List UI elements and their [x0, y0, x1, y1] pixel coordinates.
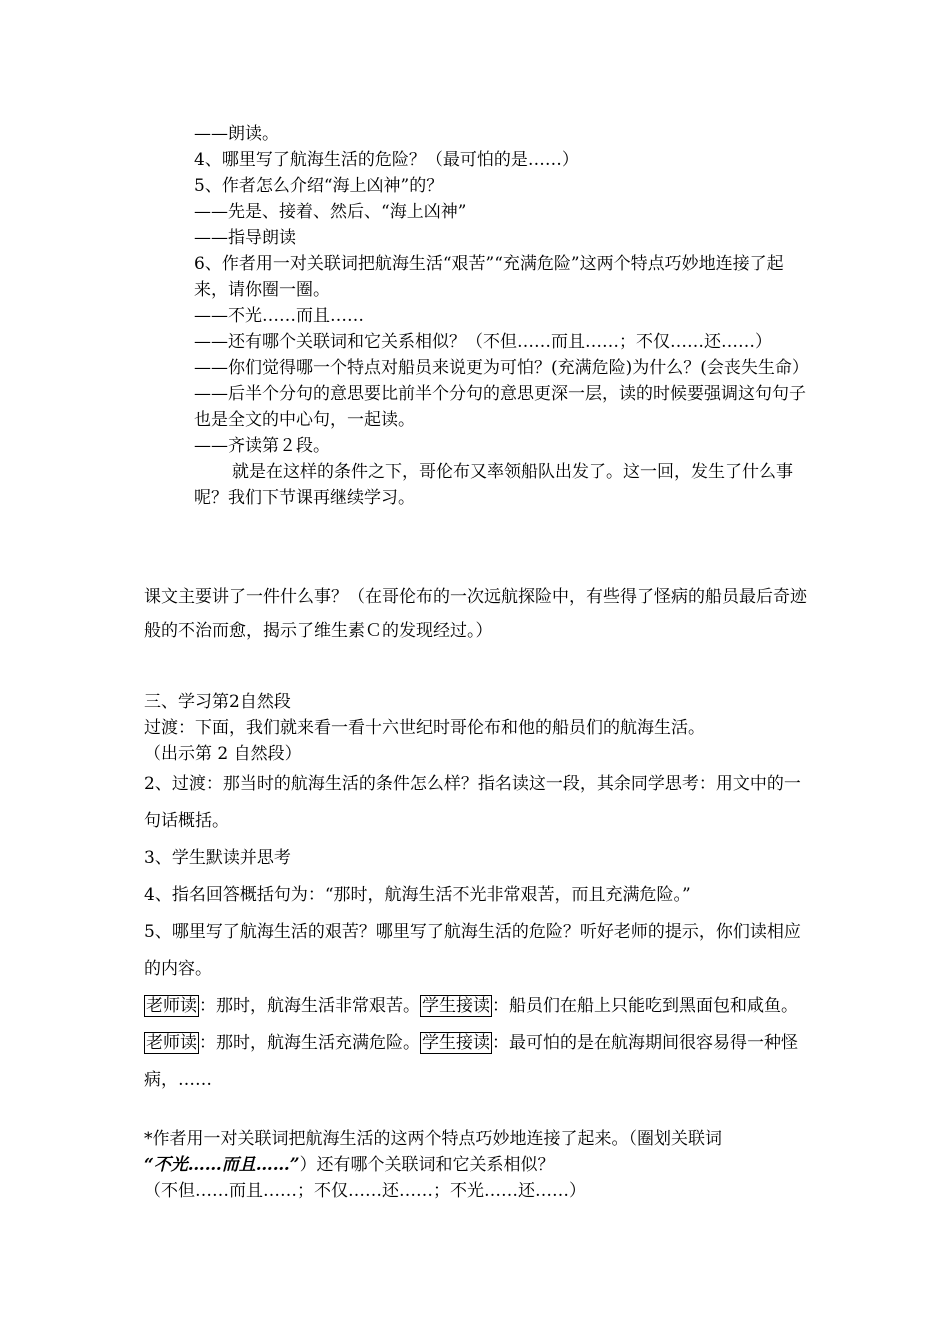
transition-text: 过渡：下面，我们就来看一看十六世纪时哥伦布和他的船员们的航海生活。	[144, 718, 705, 738]
teacher-reads-label: 老师读	[146, 996, 197, 1016]
note-line: 4、哪里写了航海生活的危险？（最可怕的是……）	[194, 150, 579, 170]
note-line: 6、作者用一对关联词把航海生活“艰苦”“充满危险”这两个特点巧妙地连接了起来，请你圈一圈。	[194, 254, 784, 300]
closing-paragraph: 就是在这样的条件之下，哥伦布又率领船队出发了。这一回，发生了什么事呢？我们下节课再继续学习。	[194, 462, 793, 508]
note-line: ——你们觉得哪一个特点对船员来说更为可怕？(充满危险)为什么？(会丧失生命）	[194, 358, 809, 378]
conjunction-section	[144, 1126, 808, 1204]
step-3: 3、学生默读并思考	[144, 848, 291, 868]
summary-section	[144, 580, 808, 648]
summary-paragraph: 课文主要讲了一件什么事？（在哥伦布的一次远航探险中，有些得了怪病的船员最后奇迹般的不治而愈，揭示了维生素Ｃ的发现经过。）	[144, 587, 807, 641]
conjunction-question: ）还有哪个关联词和它关系相似？	[299, 1155, 555, 1175]
note-line: ——齐读第２段。	[194, 436, 330, 456]
conjunction-line-1: *作者用一对关联词把航海生活的这两个特点巧妙地连接了起来。（圈划关联词	[144, 1129, 722, 1149]
show-paragraph-note: （出示第 2 自然段）	[144, 744, 302, 764]
conjunction-line-2	[144, 1152, 808, 1178]
note-line: ——后半个分句的意思要比前半个分句的意思更深一层，读的时候要强调这句句子也是全文的中心句，一起读。	[194, 384, 806, 430]
student-reads-label: 学生接读	[422, 1033, 490, 1053]
note-line: ——指导朗读	[194, 228, 296, 248]
note-line: 5、作者怎么介绍“海上凶神”的？	[194, 176, 444, 196]
note-line: ——朗读。	[194, 124, 279, 144]
reading-row-2	[144, 1025, 808, 1099]
section-heading: 三、学习第2自然段	[144, 692, 291, 712]
student-reads-label: 学生接读	[422, 996, 490, 1016]
teacher-reads-label: 老师读	[146, 1033, 197, 1053]
conjunction-line-3: （不但……而且……；不仅……还……；不光……还……）	[144, 1181, 586, 1201]
note-line: ——还有哪个关联词和它关系相似？（不但……而且……；不仅……还……）	[194, 332, 772, 352]
step-5: 5、哪里写了航海生活的艰苦？哪里写了航海生活的危险？听好老师的提示，你们读相应的内容。	[144, 922, 801, 979]
steps-section	[144, 766, 808, 1099]
note-line: ——先是、接着、然后、“海上凶神”	[194, 202, 467, 222]
highlighted-conjunction: “不光……而且……”	[144, 1155, 300, 1175]
teacher-text: ：那时，航海生活充满危险。	[199, 1033, 420, 1053]
section-three	[144, 689, 808, 767]
teacher-text: ：那时，航海生活非常艰苦。	[199, 996, 420, 1016]
reading-row-1	[144, 988, 808, 1025]
note-line: ——不光……而且……	[194, 306, 364, 326]
step-2: 2、过渡：那当时的航海生活的条件怎么样？指名读这一段，其余同学思考：用文中的一句话概括。	[144, 774, 801, 831]
step-4: 4、指名回答概括句为：“那时，航海生活不光非常艰苦，而且充满危险。”	[144, 885, 691, 905]
lesson-notes-section	[194, 121, 808, 511]
student-text: ：最可怕的是在航海期间很容易得一种怪病，……	[144, 1033, 798, 1090]
student-text: ：船员们在船上只能吃到黑面包和咸鱼。	[492, 996, 798, 1016]
